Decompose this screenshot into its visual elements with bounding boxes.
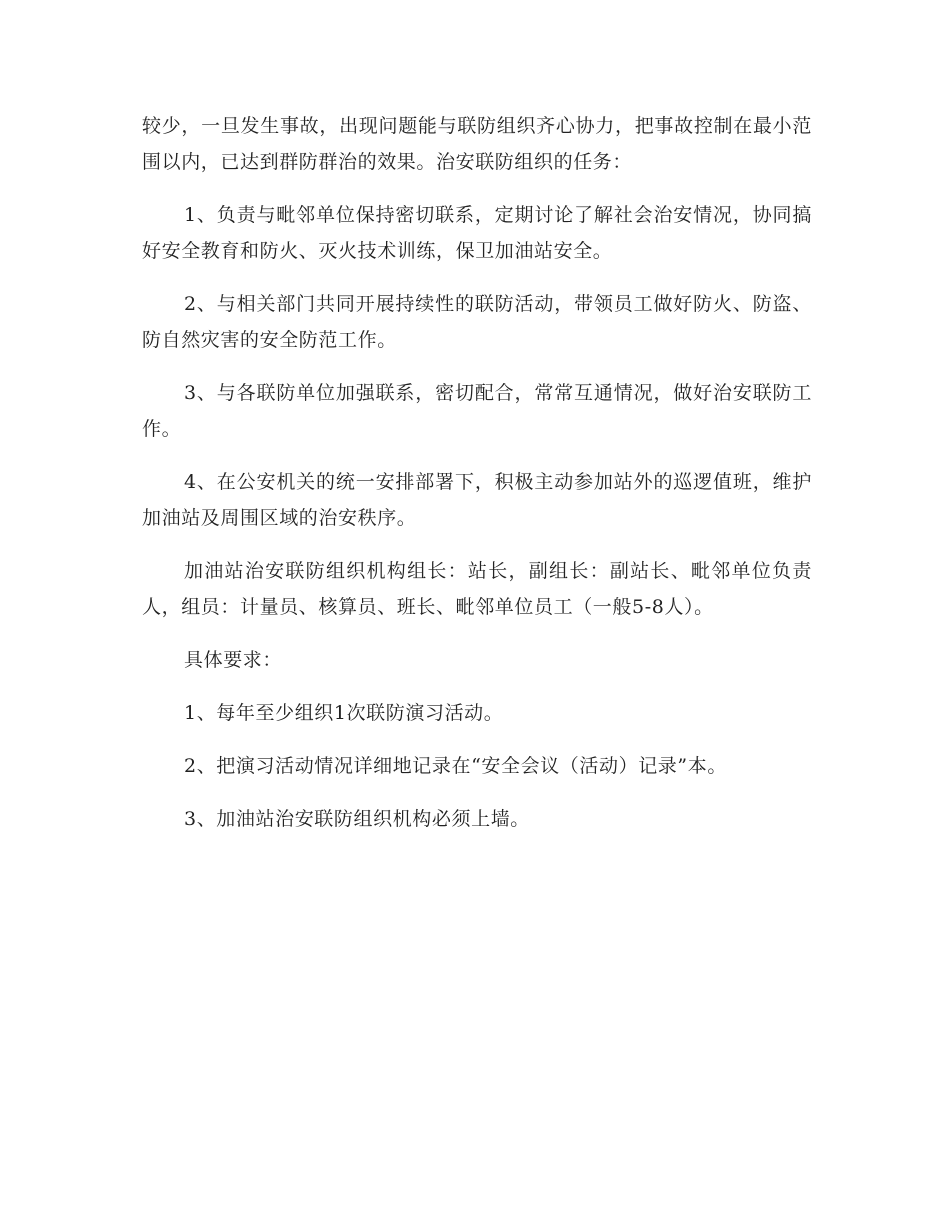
- document-body: [142, 108, 812, 854]
- paragraph-requirement-2: 2、把演习活动情况详细地记录在“安全会议（活动）记录”本。: [184, 755, 727, 777]
- paragraph-organization: 加油站治安联防组织机构组长：站长，副组长：副站长、毗邻单位负责人，组员：计量员、核算员、班长、毗邻单位员工（一般5-8人）。: [142, 560, 812, 618]
- paragraph-requirement-1: 1、每年至少组织1次联防演习活动。: [184, 702, 504, 724]
- paragraph-task-1: 1、负责与毗邻单位保持密切联系，定期讨论了解社会治安情况，协同搞好安全教育和防火、灭火技术训练，保卫加油站安全。: [142, 204, 812, 262]
- paragraph-task-2: 2、与相关部门共同开展持续性的联防活动，带领员工做好防火、防盗、防自然灾害的安全防范工作。: [142, 293, 812, 351]
- paragraph-requirement-3: 3、加油站治安联防组织机构必须上墙。: [184, 808, 530, 830]
- paragraph-requirements-heading: 具体要求：: [184, 649, 283, 671]
- paragraph-continuation: 较少，一旦发生事故，出现问题能与联防组织齐心协力，把事故控制在最小范围以内，已达到群防群治的效果。治安联防组织的任务：: [142, 115, 812, 173]
- paragraph-task-4: 4、在公安机关的统一安排部署下，积极主动参加站外的巡逻值班，维护加油站及周围区域的治安秩序。: [142, 471, 812, 529]
- paragraph-task-3: 3、与各联防单位加强联系，密切配合，常常互通情况，做好治安联防工作。: [142, 382, 812, 440]
